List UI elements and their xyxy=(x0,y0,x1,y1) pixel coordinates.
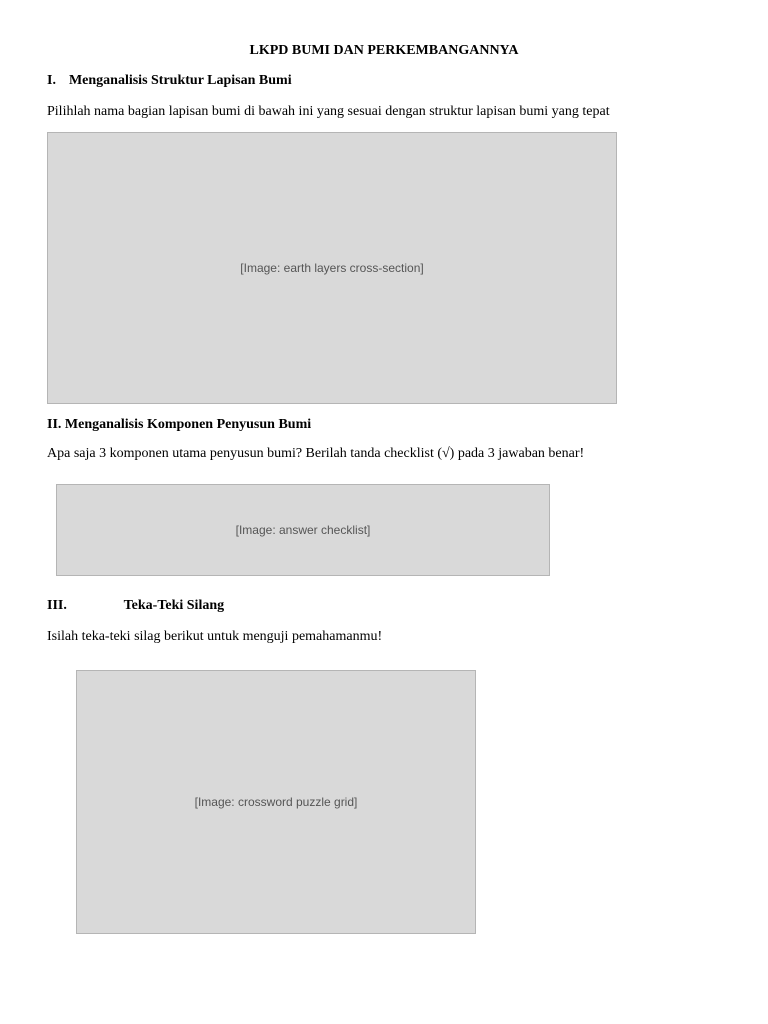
section3-title: Teka-Teki Silang xyxy=(123,598,225,613)
section1-heading xyxy=(47,73,292,89)
crossword-figure-label: [Image: crossword puzzle grid] xyxy=(194,795,358,809)
section1-number: I. xyxy=(47,73,56,88)
section2-instruction: Apa saja 3 komponen utama penyusun bumi? Berilah tanda checklist (√) pada 3 jawaban benar! xyxy=(47,446,585,461)
checklist-figure xyxy=(56,484,550,576)
section1-instruction: Pilihlah nama bagian lapisan bumi di bawah ini yang sesuai dengan struktur lapisan bumi yang tepat xyxy=(47,104,610,119)
section3-instruction: Isilah teka-teki silag berikut untuk menguji pemahamanmu! xyxy=(47,629,383,644)
crossword-figure xyxy=(76,670,476,934)
section1-title: Menganalisis Struktur Lapisan Bumi xyxy=(68,73,292,88)
document-title: LKPD BUMI DAN PERKEMBANGANNYA xyxy=(249,43,519,58)
earth-layers-figure-label: [Image: earth layers cross-section] xyxy=(240,261,424,275)
checklist-figure-label: [Image: answer checklist] xyxy=(235,523,371,537)
section2-heading: II. Menganalisis Komponen Penyusun Bumi xyxy=(47,417,312,432)
section3-heading xyxy=(47,598,224,614)
earth-layers-figure xyxy=(47,132,617,404)
section3-number: III. xyxy=(47,598,67,613)
